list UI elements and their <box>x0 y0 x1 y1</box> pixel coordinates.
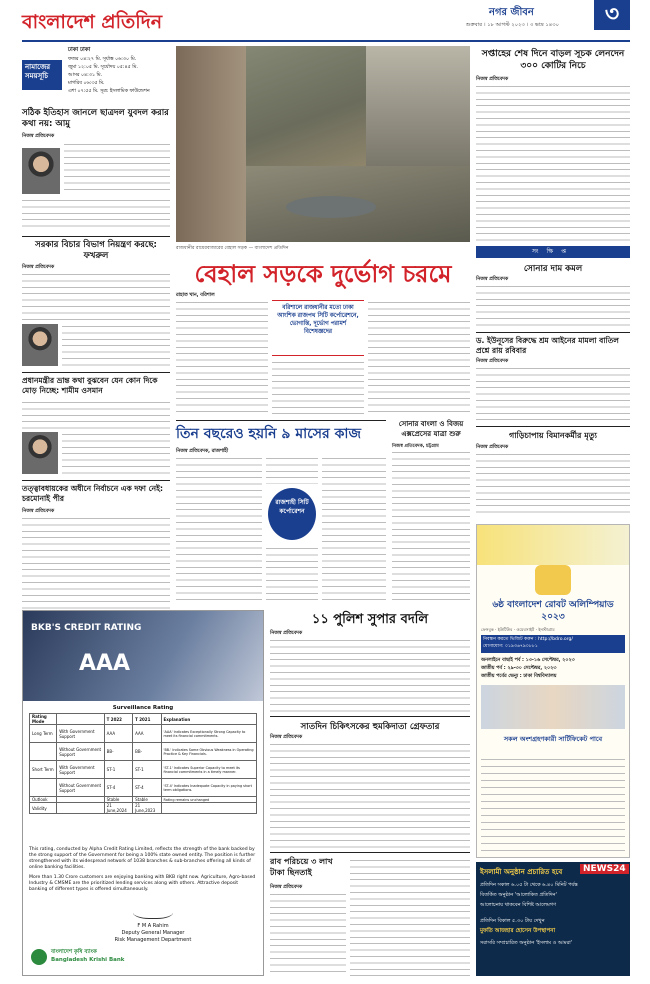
bkb-name-en: Bangladesh Krishi Bank <box>51 957 125 963</box>
robot-date: অনলাইনে বাছাই পর্ব : ১৩-১৬ সেপ্টেম্বর, ২০২৩ <box>481 658 575 663</box>
table-row <box>30 761 257 779</box>
table-cell: ST-4 <box>133 779 161 797</box>
table-cell: 'ST-1' Indicates Superior Capacity to meet its financial commitments in a timely manner. <box>161 761 256 779</box>
byline: নিজস্ব প্রতিবেদক <box>476 77 509 82</box>
section-label: নগর জীবন <box>489 7 534 18</box>
byline: নিজস্ব প্রতিবেদক <box>476 277 509 282</box>
story-body-filler <box>270 742 470 848</box>
table-row <box>30 803 257 814</box>
rating-table <box>29 713 257 814</box>
sign-title: Deputy General Manager <box>121 930 185 936</box>
inset-label: রাজশাহী সিটি কর্পোরেশন <box>275 499 309 515</box>
news24-line: প্রতিদিন সকাল ৬.০৫ টা থেকে ৬.৪০ মিনিট পর্যন্ত <box>480 882 578 888</box>
table-header <box>57 714 104 725</box>
sign-dept: Risk Management Department <box>114 937 192 943</box>
table-cell: Without Government Support <box>57 779 104 797</box>
social-link[interactable]: ইউটিউব <box>497 627 513 632</box>
bkb-title: BKB'S CREDIT RATING <box>31 623 142 633</box>
sign-name: F M A Rahim <box>137 923 169 929</box>
story-body-filler <box>62 324 170 368</box>
headline-fakhrul: সরকার বিচার বিভাগ নিয়ন্ত্রণ করছে: ফখরুল <box>35 240 157 261</box>
prayer-line: মাগরিব ০৬:৩৫ মি. <box>68 81 105 86</box>
divider <box>270 852 470 853</box>
photo-buildings <box>366 46 470 186</box>
headline-garage: গাড়িচাপায় বিমানকর্মীর মৃত্যু <box>508 431 597 440</box>
table-cell: Outlook <box>30 797 57 803</box>
table-cell: Short Term <box>30 761 57 779</box>
byline: রাহাত খান, বরিশাল <box>176 293 215 298</box>
prayer-box <box>22 46 170 102</box>
prayer-box-title: নামাজের সময়সূচি <box>25 63 51 80</box>
story-body-filler <box>22 272 170 322</box>
table-cell: Stable <box>133 797 161 803</box>
byline: নিজস্ব প্রতিবেদক, রাজশাহী <box>176 449 229 454</box>
bkb-logo-icon <box>31 949 47 965</box>
byline: নিজস্ব প্রতিবেদক <box>476 359 509 364</box>
table-row <box>30 779 257 797</box>
byline: নিজস্ব প্রতিবেদক <box>22 265 55 270</box>
table-cell: Rating remains unchanged <box>161 797 256 803</box>
table-cell: 21 June,2023 <box>133 803 161 814</box>
road-photo <box>176 46 470 242</box>
headline-shamim: প্রধানমন্ত্রীর ভ্রান্ত কথা বুঝবেন যেন কোন দিকে মোড় নিচ্ছে: শামীম ওসমান <box>22 376 158 395</box>
story-body-filler <box>62 432 170 476</box>
robot-contact: যোগাযোগ: ০১৯৩৬৭৯০৮৮১ <box>483 643 538 649</box>
table-cell: Long Term <box>30 725 57 743</box>
social-link[interactable]: ওয়েবসাইট <box>516 627 535 632</box>
story-body-filler <box>322 456 386 604</box>
table-cell <box>57 803 104 814</box>
byline: নিজস্ব প্রতিবেদক <box>22 134 55 139</box>
table-cell: 'BB-' Indicates Some Obvious Weakness in Operating Practice & Key Financials. <box>161 743 256 761</box>
table-header: Rating Mode <box>30 714 57 725</box>
table-cell: With Government Support <box>57 761 104 779</box>
byline: নিজস্ব প্রতিবেদক, চট্টগ্রাম <box>392 444 439 449</box>
headline-stock: সপ্তাহের শেষ দিনে বাড়ল সূচক লেনদেন ৩০০ কোটির নিচে <box>481 49 625 71</box>
photo-puddle <box>286 196 376 218</box>
news24-lead: ইসলামী অনুষ্ঠান প্রচারিত হবে <box>480 868 563 876</box>
table-row <box>30 743 257 761</box>
headline-doctor: সাতদিন চিকিৎসকের হুমকিদাতা গ্রেফতার <box>300 722 440 732</box>
table-header-row <box>30 714 257 725</box>
robot-date: জাতীয় পর্ব : ২৯-৩০ সেপ্টেম্বর, ২০২৩ <box>481 666 557 671</box>
table-header: Explanation <box>161 714 256 725</box>
table-cell: Validity <box>30 803 57 814</box>
story-body-filler <box>22 400 170 430</box>
masthead <box>0 0 650 44</box>
headline-charmonai: তত্ত্বাবধায়কের অধীনে নির্বাচনে এক দফা নেই: চরমোনাই পীর <box>22 484 163 503</box>
headline-police: ১১ পুলিশ সুপার বদলি <box>311 612 429 627</box>
table-cell: With Government Support <box>57 725 104 743</box>
social-links: ফেসবুক · ইউটিউব · ওয়েবসাইট · ইনস্টাগ্রাম <box>481 627 555 632</box>
table-cell <box>30 743 57 761</box>
divider <box>476 426 630 427</box>
photo-wall <box>176 46 246 242</box>
robot-reg-box <box>481 635 625 653</box>
headline-three-years: তিন বছরেও হয়নি ৯ মাসের কাজ <box>176 426 361 442</box>
bkb-para-2: More than 1.30 Crore customers are enjoying banking with BKB right now. Agriculture, Agro-based Industry & CMSME are the prioritized lending services along with others. Attractive deposit banking of different types is offered simultaneously. <box>29 875 256 892</box>
robot-banner <box>477 525 629 565</box>
prayer-line: এশা ০৭:৫৫ মি. সূত্র: ইসলামিক ফাউন্ডেশন <box>68 89 150 94</box>
social-link[interactable]: ফেসবুক <box>481 627 494 632</box>
table-cell: Stable <box>104 797 132 803</box>
headline-amu: সঠিক ইতিহাস জানলে ছাত্রদল যুবদল করার কথা নয়: আমু <box>22 108 169 129</box>
story-body-filler <box>272 360 364 416</box>
robot-head: ৬ষ্ঠ বাংলাদেশ রোবট অলিম্পিয়াড ২০২৩ <box>492 600 614 622</box>
short-news-tag <box>476 246 630 258</box>
bkb-table-title: Surveillance Rating <box>112 705 174 711</box>
robot-rules-filler <box>481 757 625 853</box>
headline-main: বেহাল সড়কে দুর্ভোগ চরমে <box>194 260 452 288</box>
story-body-filler <box>476 366 630 422</box>
table-cell: ST-1 <box>133 761 161 779</box>
photo-shamim <box>22 432 58 474</box>
photo-fakhrul <box>22 324 58 366</box>
byline: নিজস্ব প্রতিবেদক <box>476 445 509 450</box>
prayer-line: ফজর ০৪:২৭ মি. সূর্যাস্ত ০৬:৩০ মি. <box>68 57 137 62</box>
story-body-filler <box>350 858 470 976</box>
prayer-line: জুমা ১২:০৫ মি. সূর্যোদয় ০৫:৪৫ মি. <box>68 65 138 70</box>
table-cell <box>161 803 256 814</box>
divider <box>176 420 386 421</box>
news24-line: সরাসরি সম্প্রচারিত অনুষ্ঠান 'ইসলাম ও আমরা' <box>480 940 573 946</box>
page-number: ৩ <box>594 0 630 30</box>
story-body-filler <box>176 456 262 604</box>
logo: বাংলাদেশ প্রতিদিন <box>22 11 163 33</box>
table-header: T 2022 <box>104 714 132 725</box>
table-cell <box>30 779 57 797</box>
pullquote <box>272 300 364 356</box>
short-news-label: সংক্ষিপ্ত <box>531 248 575 255</box>
bkb-rating: AAA <box>79 651 131 676</box>
page-date: শুক্রবার । ১৮ আগস্ট ২০২৩ । ৩ ভাদ্র ১৪৩০ <box>466 22 560 28</box>
table-row <box>30 725 257 743</box>
divider <box>270 716 470 717</box>
news24-ad <box>476 862 630 976</box>
robot-kids-photo <box>481 685 625 729</box>
story-body-filler <box>476 284 630 328</box>
headline-train: সোনার বাংলা ও বিজয় এক্সপ্রেসের যাত্রা শুরু <box>398 420 464 438</box>
bkb-name-bn: বাংলাদেশ কৃষি ব্যাংক <box>51 949 97 955</box>
byline: নিজস্ব প্রতিবেদক <box>270 885 303 890</box>
robot-reg[interactable]: নিবন্ধন করতে ভিজিট করুন : http://bdro.org/ <box>483 637 573 642</box>
story-body-filler <box>392 450 470 604</box>
robot-icon <box>535 565 571 595</box>
prayer-city: ঢাকা ঢাকা <box>68 47 91 53</box>
robot-ad <box>476 524 630 858</box>
table-cell: 'AAA' Indicates Exceptionally Strong Capacity to meet its financial commitments. <box>161 725 256 743</box>
news24-brand: NEWS24 <box>580 864 629 874</box>
photo-caption: রাজধানীর রায়েরবাজারের বেহাল সড়ক — বাংলাদেশ প্রতিদিন <box>176 246 289 251</box>
divider <box>22 236 170 237</box>
bkb-para-1: This rating, conducted by Alpha Credit Rating Limited, reflects the strength of the bank backed by the strong support of the Government for being a 100% state owned entity. The position is further strengthened with its widespread network of 1038 branches & sub-branches offering all kinds of online banking facilities. <box>29 847 256 870</box>
bkb-ad <box>22 610 264 976</box>
prayer-line: আসর ০৪:৩১ মি. <box>68 73 103 78</box>
news24-line: প্রতিদিন বিকাল ৫.৩০ টায় দেখুন <box>480 918 545 924</box>
headline-yunus: ড. ইউনূসের বিরুদ্ধে শ্রম আইনের মামলা বাতিল প্রশ্নে রায় রবিবার <box>476 336 619 355</box>
masthead-rule <box>22 40 630 42</box>
robot-date: জাতীয় পর্বের ভেন্যু : ঢাকা বিশ্ববিদ্যালয় <box>481 674 557 679</box>
prayer-title-box <box>22 60 62 90</box>
table-cell: ST-1 <box>104 761 132 779</box>
social-link[interactable]: ইনস্টাগ্রাম <box>538 627 555 632</box>
headline-gold: সোনার দাম কমল <box>523 264 583 274</box>
story-body-filler <box>476 452 630 518</box>
pullquote-text: বরিশালে রাজধানীর মতো ঢাকা আংশিক রাজপথ সিটি কর্পোরেশনে, ভোগান্তি, দূর্ভোগ পরামর্শ বিশেষজ্ঞদের <box>277 305 359 335</box>
byline: নিজস্ব প্রতিবেদক <box>22 509 55 514</box>
news24-line: আলোচনায় থাকবেন বিশিষ্ট আলেমগণ <box>480 902 557 908</box>
news24-line: মুফতি আজহার হোসেন উপস্থাপনা <box>480 928 556 934</box>
table-cell: BB- <box>104 743 132 761</box>
table-cell: BB- <box>133 743 161 761</box>
story-body-filler <box>176 300 268 416</box>
table-cell: AAA <box>104 725 132 743</box>
story-body-filler <box>270 892 346 976</box>
story-body-filler <box>270 638 470 712</box>
table-cell: 'ST-4' Indicates Inadequate Capacity in paying short term obligations. <box>161 779 256 797</box>
divider <box>22 372 170 373</box>
divider <box>22 480 170 481</box>
story-body-filler <box>368 300 470 416</box>
byline: নিজস্ব প্রতিবেদক <box>270 735 303 740</box>
story-body-filler <box>22 198 170 232</box>
table-cell: Without Government Support <box>57 743 104 761</box>
story-body-filler <box>64 142 170 194</box>
story-body-filler <box>476 84 630 242</box>
news24-line: বিতর্কিত অনুষ্ঠান 'আলোকিত প্রতিদিন' <box>480 892 557 898</box>
story-body-filler <box>266 456 318 484</box>
table-header: T 2021 <box>133 714 161 725</box>
story-body-filler <box>266 546 318 604</box>
byline: নিজস্ব প্রতিবেদক <box>270 631 303 636</box>
table-cell: AAA <box>133 725 161 743</box>
rajshahi-inset <box>268 488 316 540</box>
table-cell: ST-4 <box>104 779 132 797</box>
divider <box>476 332 630 333</box>
table-cell: 21 June,2024 <box>104 803 132 814</box>
robot-cert: সকল অংশগ্রহণকারী সার্টিফিকেট পাবে <box>503 735 603 743</box>
signature-mark <box>133 903 173 919</box>
headline-rab: রাব পরিচয়ে ৩ লাখ টাকা ছিনতাই <box>270 857 333 877</box>
